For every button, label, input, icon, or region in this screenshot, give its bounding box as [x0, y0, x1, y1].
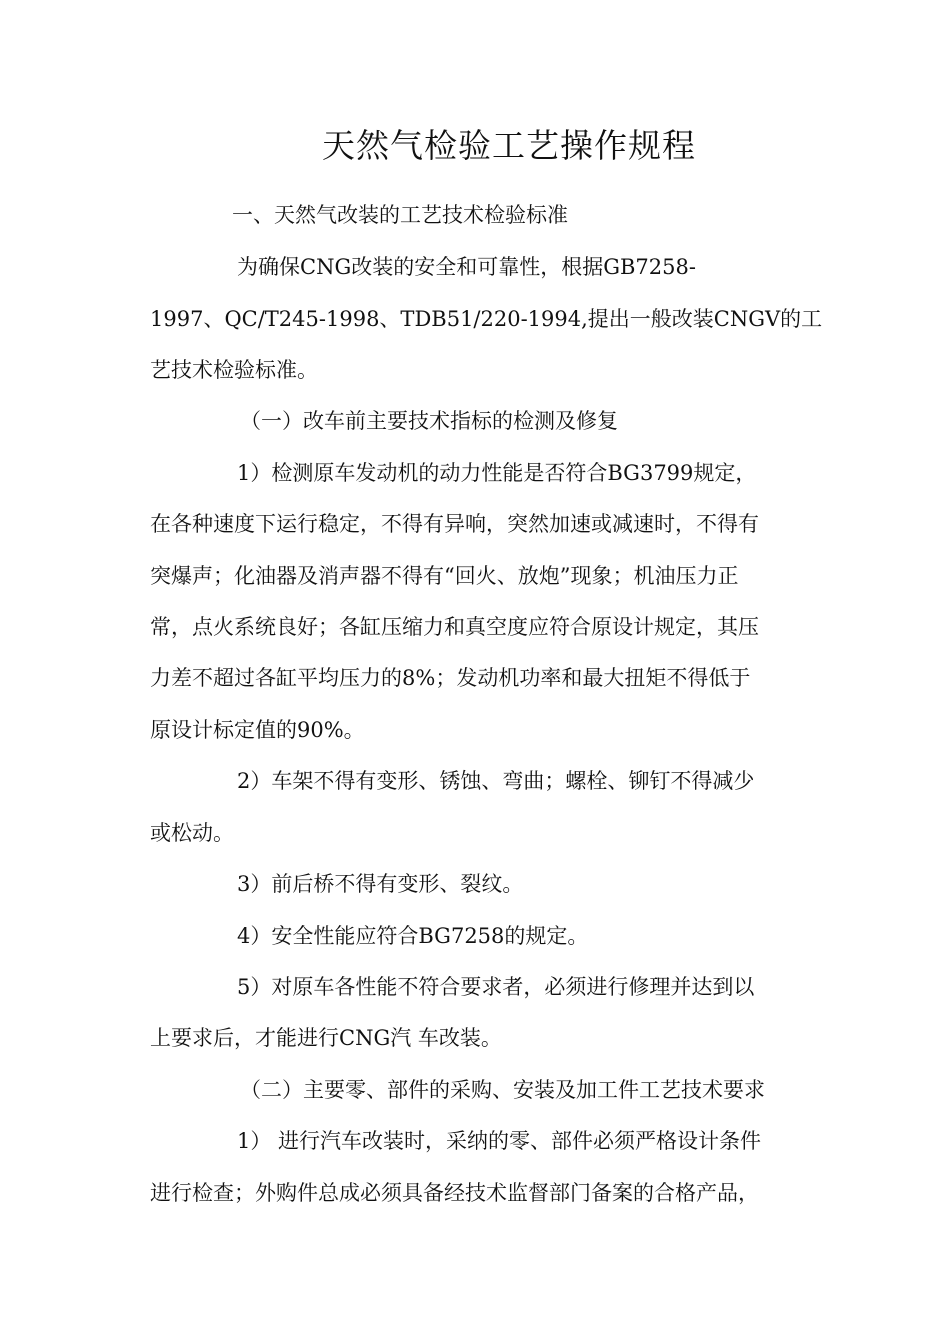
- subsection-heading: （一）改车前主要技术指标的检测及修复: [240, 409, 618, 433]
- list-item-line: 上要求后，才能进行CNG汽 车改装。: [150, 1026, 502, 1050]
- list-item-line: 突爆声；化油器及消声器不得有“回火、放炮”现象；机油压力正: [150, 564, 739, 588]
- list-item-line: 进行检查；外购件总成必须具备经技术监督部门备案的合格产品，: [150, 1181, 759, 1205]
- list-item-line: 2）车架不得有变形、锈蚀、弯曲；螺栓、铆钉不得减少: [237, 769, 755, 793]
- list-item-line: 常，点火系统良好；各缸压缩力和真空度应符合原设计规定，其压: [150, 615, 759, 639]
- list-item-line: 4）安全性能应符合BG7258的规定。: [237, 924, 589, 948]
- section-heading: 一、天然气改装的工艺技术检验标准: [232, 203, 568, 227]
- list-item-line: 在各种速度下运行稳定，不得有异响，突然加速或减速时，不得有: [150, 512, 759, 536]
- list-item-line: 3）前后桥不得有变形、裂纹。: [237, 872, 524, 896]
- subsection-heading: （二）主要零、部件的采购、安装及加工件工艺技术要求: [240, 1078, 765, 1102]
- list-item-line: 1） 进行汽车改装时，采纳的零、部件必须严格设计条件: [237, 1129, 762, 1153]
- list-item-line: 力差不超过各缸平均压力的8%；发动机功率和最大扭矩不得低于: [150, 666, 751, 690]
- list-item-line: 原设计标定值的90%。: [150, 718, 365, 742]
- paragraph-line: 1997、QC/T245-1998、TDB51/220-1994,提出一般改装CNGV的工: [150, 307, 823, 331]
- paragraph-line: 为确保CNG改装的安全和可靠性，根据GB7258-: [237, 255, 696, 279]
- list-item-line: 5）对原车各性能不符合要求者，必须进行修理并达到以: [237, 975, 755, 999]
- list-item-line: 1）检测原车发动机的动力性能是否符合BG3799规定，: [237, 461, 757, 485]
- list-item-line: 或松动。: [150, 821, 234, 845]
- document-title: 天然气检验工艺操作规程: [322, 126, 696, 165]
- paragraph-line: 艺技术检验标准。: [150, 358, 318, 382]
